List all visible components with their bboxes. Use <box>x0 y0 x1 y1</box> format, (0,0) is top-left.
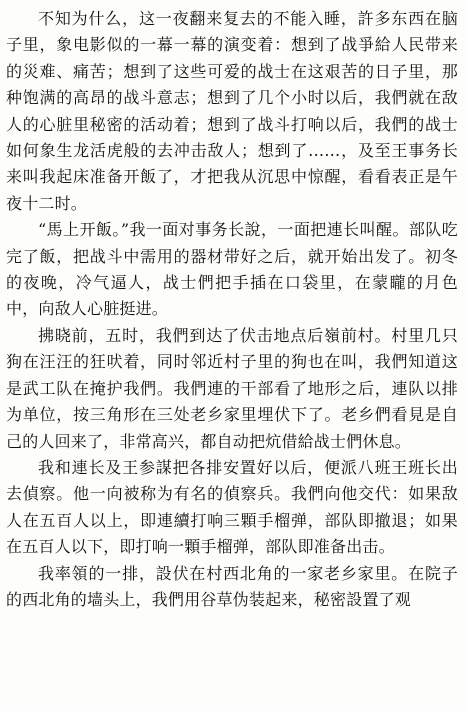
paragraph-5-container <box>6 561 458 614</box>
paragraph-3-container <box>6 323 458 455</box>
paragraph: 我和連长及王参謀把各排安置好以后，便派八班王班长出去偵察。他一向被称为有名的偵察兵。我們向他交代：如果敌人在五百人以上，即連續打响三顆手榴弹，部队即撤退；如果在五百人以下，即打响一顆手榴弹，部队即准备出击。 <box>6 457 458 557</box>
paragraph: 不知为什么，这一夜翻来复去的不能入睡，許多东西在脑子里，象电影似的一幕一幕的演变着：想到了战爭給人民带来的災难、痛苦；想到了这些可爱的战士在这艰苦的日子里，那种饱满的高昂的战斗意志；想到了几个小时以后，我們就在敌人的心脏里秘密的活动着；想到了战斗打响以后，我們的战士如何象生龙活虎般的去冲击敌人；想到了……，及至王事务长来叫我起床准备开飯了，才把我从沉思中惊醒，看看表正是午夜十二时。 <box>6 9 458 213</box>
paragraph: 我率領的一排，設伏在村西北角的一家老乡家里。在院子的西北角的墙头上，我們用谷草伪装起来，秘密設置了观 <box>6 563 458 609</box>
paragraph-4-container <box>6 455 458 561</box>
paragraph-2-container <box>6 217 458 323</box>
article-body <box>6 6 458 613</box>
paragraph: 拂晓前，五时，我們到达了伏击地点后嶺前村。村里几只狗在汪汪的狂吠着，同时邻近村子里的狗也在叫，我們知道这是武工队在掩护我們。我們連的干部看了地形之后，連队以排为单位，按三角形在三处老乡家里埋伏下了。老乡們看見是自己的人回来了，非常高兴，都自动把炕借給战士們休息。 <box>6 325 458 451</box>
paragraph-1-container <box>6 6 458 217</box>
paragraph: “馬上开飯。”我一面对事务长說，一面把連长叫醒。部队吃完了飯，把战斗中需用的器材带好之后，就开始出发了。初冬的夜晚，冷气逼人，战士們把手插在口袋里，在蒙矓的月色中，向敌人心脏挺进。 <box>6 220 458 319</box>
